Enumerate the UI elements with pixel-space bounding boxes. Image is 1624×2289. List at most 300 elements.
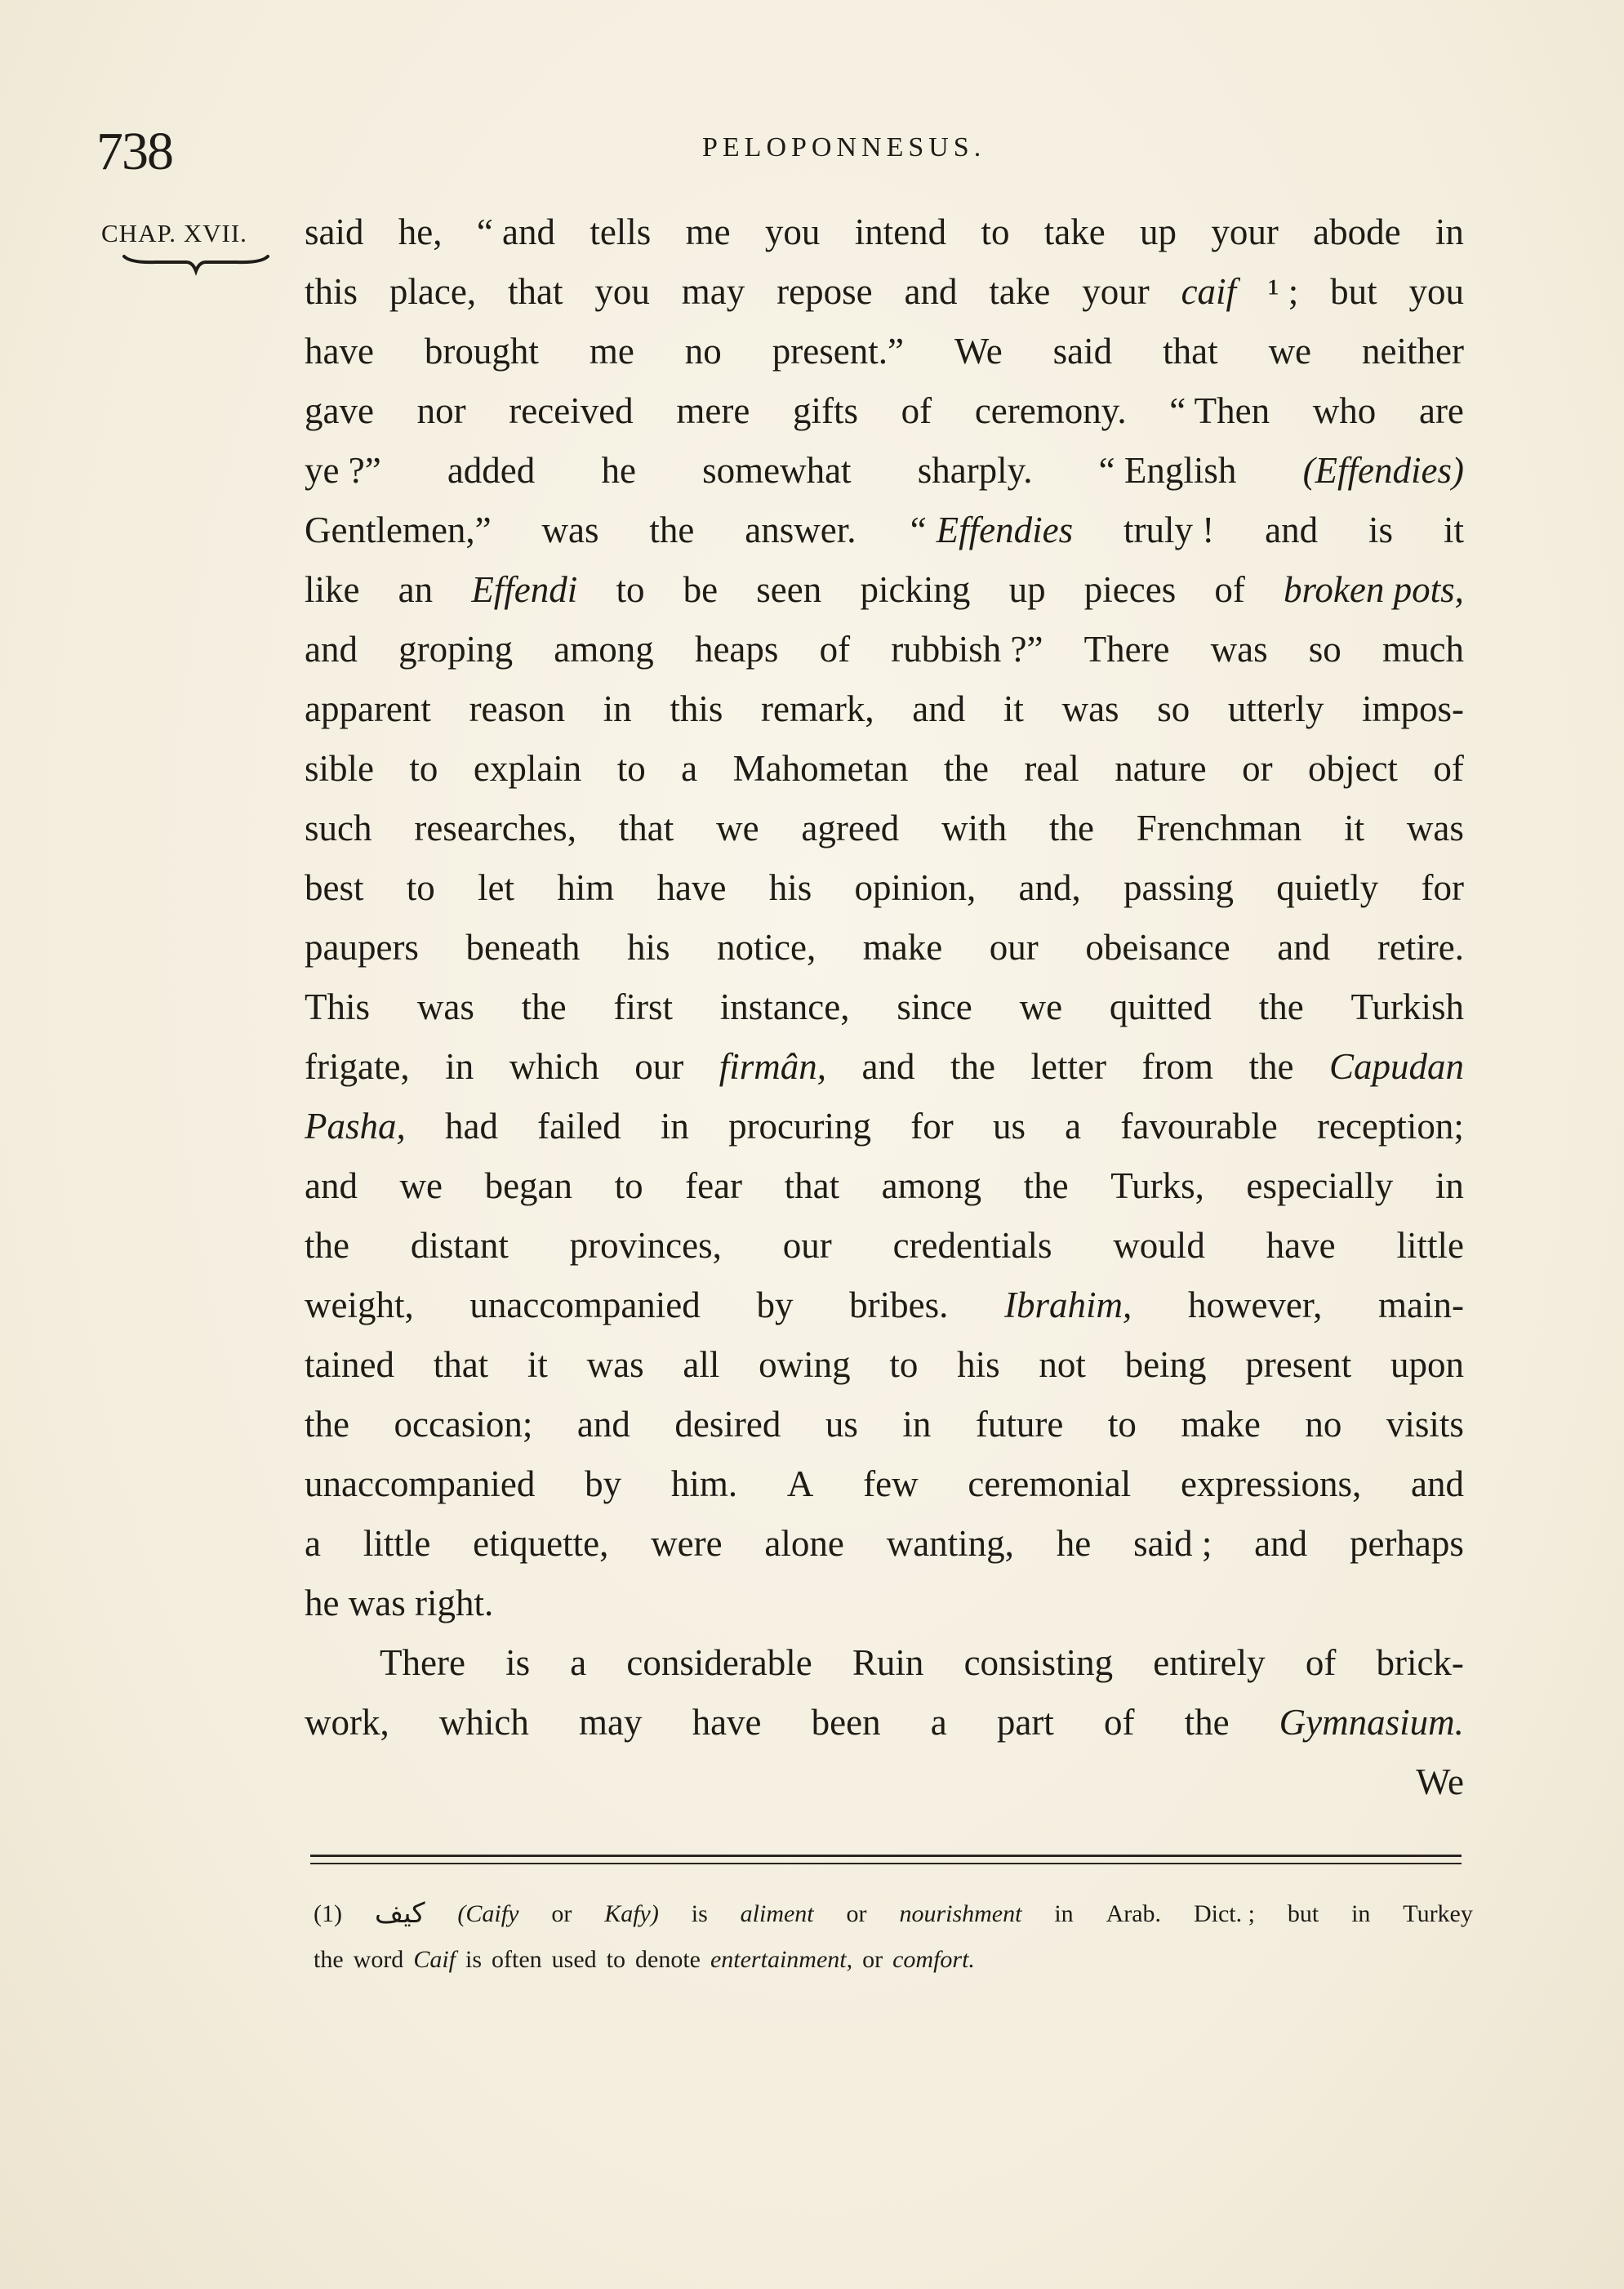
word: it [1344,808,1365,848]
text-line [305,1693,1464,1752]
word: neither [1362,331,1464,372]
word: unaccompanied [305,1463,536,1504]
word: this [670,688,723,729]
word: first [613,986,673,1027]
text-line [305,441,1464,501]
word: or [1242,748,1273,789]
word: abode [1313,212,1401,252]
word: among [881,1165,982,1206]
word: retire. [1377,927,1464,968]
word: however, [1187,1285,1323,1325]
word: Pasha, [305,1106,406,1147]
word: agreed [801,808,900,848]
word: paupers [305,927,419,968]
word: failed [537,1106,621,1147]
word: in [1435,1165,1464,1206]
word: had [444,1106,498,1147]
word: our [989,927,1039,968]
word: and [1265,510,1319,550]
text-line [305,1633,1464,1693]
word: little [1396,1225,1464,1266]
word: sharply. [917,450,1033,491]
word: and [576,1404,630,1445]
word: so [1308,629,1341,670]
word: me [685,212,731,252]
word: or [551,1900,572,1927]
word: part [996,1702,1054,1743]
word: our [634,1046,684,1087]
word: to [889,1344,919,1385]
word: apparent [305,688,431,729]
word: beneath [465,927,581,968]
word: the [950,1046,995,1087]
word: your [1211,212,1279,252]
word: and [1277,927,1331,968]
word: tained [305,1344,394,1385]
word: frigate, [305,1046,410,1087]
word: object [1307,748,1398,789]
word: may [578,1702,643,1743]
word: have [305,331,374,372]
word: etiquette, [473,1523,609,1564]
word: best [305,867,364,908]
word: a [1065,1106,1082,1147]
word: This [305,986,371,1027]
word: our [782,1225,832,1266]
word: was [1210,629,1268,670]
word: Capudan [1328,1046,1464,1087]
word: especially [1246,1165,1394,1206]
word: nature [1115,748,1207,789]
word: Frenchman [1136,808,1302,848]
word: expressions, [1181,1463,1362,1504]
word: like [305,569,360,610]
word: is [691,1900,708,1927]
word: unaccompanied [469,1285,701,1325]
word: quietly [1276,867,1379,908]
word: intend [854,212,947,252]
word: in [1351,1900,1371,1927]
word: utterly [1227,688,1324,729]
text-line [305,203,1464,262]
word: repose [776,271,873,312]
word: you [1408,271,1464,312]
word: for [1421,867,1464,908]
word: he [1056,1523,1092,1564]
word: you [594,271,650,312]
word: fear [685,1165,743,1206]
word: was [541,510,599,550]
word: word [353,1946,404,1973]
word: since [897,986,972,1027]
word: “ Then [1169,390,1270,431]
word: no [684,331,722,372]
word: upon [1390,1344,1464,1385]
word: with [941,808,1008,848]
word: make [1181,1404,1261,1445]
word: to [606,1946,625,1973]
word: ceremony. [974,390,1127,431]
word: in [902,1404,932,1445]
brace-ornament-icon [122,252,269,276]
word: it [1003,688,1024,729]
word: brick- [1376,1642,1464,1683]
word: may [681,271,745,312]
word: and [1254,1523,1308,1564]
word: in [445,1046,474,1087]
word: being [1124,1344,1207,1385]
word: which [438,1702,529,1743]
word: groping [398,629,514,670]
word: “ Effendies [906,510,1074,550]
word: few [863,1463,919,1504]
word: little [363,1523,431,1564]
word: and, [1018,867,1081,908]
word: not [1039,1344,1086,1385]
footnote-rule [310,1855,1462,1857]
word: (Caify [457,1900,519,1927]
text-line [305,560,1464,620]
word: We [1416,1761,1464,1802]
word: Arab. [1106,1900,1162,1927]
word: said ; [1133,1523,1212,1564]
word: the [1184,1702,1230,1743]
word: but [1287,1900,1319,1927]
word: and [861,1046,915,1087]
word: of [1305,1642,1337,1683]
chapter-marginal-label: CHAP. XVII. [101,219,247,247]
word: procuring [728,1106,872,1147]
footnote-line [314,1891,1473,1937]
word: the [1023,1165,1069,1206]
word: was [1061,688,1119,729]
word: distant [410,1225,509,1266]
word: so [1157,688,1190,729]
text-line [305,620,1464,679]
text-line [305,262,1464,322]
word: who [1312,390,1377,431]
word: mere [676,390,750,431]
word: said [305,212,364,252]
word: up [1140,212,1177,252]
word: that [507,271,563,312]
word: nor [416,390,466,431]
word: seen [756,569,822,610]
text-line [305,739,1464,799]
word: to [614,1165,643,1206]
word: we [1268,331,1312,372]
word: in [660,1106,689,1147]
word: brought [424,331,539,372]
page-number: 738 [96,122,172,181]
word: it [1443,510,1464,550]
word: place, [389,271,477,312]
word: among [554,629,654,670]
word: heaps [694,629,779,670]
footnote [314,1891,1473,1983]
word: of [819,629,851,670]
word: visits [1386,1404,1464,1445]
word: of [1433,748,1464,789]
word: such [305,808,372,848]
word: perhaps [1349,1523,1464,1564]
word: me [589,331,634,372]
word: his [957,1344,1000,1385]
word: denote [635,1946,701,1973]
word: by [585,1463,622,1504]
word: We [954,331,1003,372]
word: no [1305,1404,1342,1445]
word: reason [469,688,566,729]
word: been [811,1702,881,1743]
word: “ English [1098,450,1237,491]
text-line [305,1454,1464,1514]
word: you [764,212,821,252]
word: and [904,271,958,312]
word: researches, [414,808,576,848]
word: your [1082,271,1150,312]
word: consisting [963,1642,1114,1683]
word: aliment [740,1900,814,1927]
text-line [305,1097,1464,1156]
word: us [825,1404,858,1445]
word: caif [1181,271,1237,312]
word: received [509,390,634,431]
word: wanting, [886,1523,1014,1564]
word: weight, [305,1285,414,1325]
word: is [465,1946,483,1973]
word: favourable [1120,1106,1278,1147]
word: we [1019,986,1063,1027]
running-title: PELOPONNESUS. [702,132,986,163]
word: Mahometan [732,748,909,789]
text-line [305,1395,1464,1454]
word: or [846,1900,867,1927]
word: he, [398,212,443,252]
word: Gymnasium. [1279,1702,1464,1743]
word: desired [674,1404,781,1445]
word: of [1103,1702,1135,1743]
word: him. [670,1463,738,1504]
word: There [1083,629,1170,670]
word: was [1406,808,1464,848]
word: all [683,1344,720,1385]
word: answer. [745,510,856,550]
word: explain [473,748,582,789]
word: provinces, [569,1225,722,1266]
word: from [1141,1046,1213,1087]
word: a [681,748,698,789]
text-line [305,322,1464,381]
word: in [1054,1900,1074,1927]
word: Gentlemen,” [305,510,492,550]
word: the [305,1404,349,1445]
word: up [1008,569,1046,610]
word: (Effendies) [1302,450,1464,491]
word: credentials [892,1225,1052,1266]
word: remark, [760,688,874,729]
word: that [618,808,674,848]
word: by [756,1285,794,1325]
word: have [1266,1225,1336,1266]
word: Kafy) [604,1900,659,1927]
word: he was right. [305,1583,494,1623]
word: have [692,1702,762,1743]
word: in [603,688,632,729]
word: quitted [1109,986,1212,1027]
word: tells [590,212,652,252]
footnote-line [314,1937,1473,1983]
word: rubbish ?” [891,629,1043,670]
word: occasion; [394,1404,533,1445]
word: reception; [1317,1106,1464,1147]
text-line [305,501,1464,560]
word: considerable [626,1642,812,1683]
word: the [1048,808,1094,848]
body-text [305,203,1464,1812]
word: Caif [413,1946,456,1973]
word: was [416,986,474,1027]
word: and [1410,1463,1464,1504]
arabic-word: كيف [374,1899,425,1929]
word: much [1382,629,1464,670]
word: to [981,212,1010,252]
word: Turkish [1350,986,1464,1027]
word: he [601,450,636,491]
word: of [901,390,932,431]
word: and [912,688,966,729]
word: used [551,1946,597,1973]
word: to [406,867,435,908]
word: truly ! [1123,510,1215,550]
word: to [616,748,646,789]
word: ¹ ; [1267,271,1299,312]
word: Ibrahim, [1004,1285,1132,1325]
word: that [433,1344,489,1385]
word: but [1330,271,1377,312]
word: ye ?” [305,450,381,491]
word: were [651,1523,723,1564]
text-line [305,918,1464,978]
text-line [305,1276,1464,1335]
word: (1) [314,1900,342,1927]
word: are [1418,390,1464,431]
word: There [380,1642,465,1683]
word: often [492,1946,542,1973]
word: Turkey [1403,1900,1473,1927]
word: let [478,867,514,908]
text-line [305,679,1464,739]
word: was [586,1344,644,1385]
word: entirely [1153,1642,1266,1683]
text-line [305,1216,1464,1276]
word: the [943,748,989,789]
word: the [521,986,567,1027]
word: we [716,808,759,848]
word: added [447,450,536,491]
word: a [570,1642,587,1683]
word: future [975,1404,1064,1445]
text-line [305,978,1464,1037]
word: pieces [1083,569,1177,610]
word: owing [759,1344,851,1385]
word: said [1052,331,1113,372]
word: bribes. [849,1285,949,1325]
word: and [305,1165,358,1206]
word: this [305,271,358,312]
text-line [305,1335,1464,1395]
word: be [683,569,719,610]
word: to [616,569,645,610]
word: impos- [1361,688,1464,729]
word: for [910,1106,954,1147]
word: comfort. [892,1946,975,1973]
word: opinion, [854,867,977,908]
word: is [1368,510,1394,550]
word: would [1113,1225,1205,1266]
word: Turks, [1110,1165,1204,1206]
word: picking [860,569,971,610]
word: began [484,1165,573,1206]
word: his [626,927,670,968]
text-line [305,858,1464,918]
word: somewhat [702,450,852,491]
word: sible [305,748,374,789]
word: alone [764,1523,844,1564]
text-line [305,1156,1464,1216]
word: Effendi [471,569,578,610]
footnote-rule-thin [310,1863,1462,1864]
word: us [992,1106,1026,1147]
word: the [314,1946,344,1973]
word: obeisance [1085,927,1230,968]
word: real [1024,748,1079,789]
word: “ and [476,212,556,252]
word: him [557,867,615,908]
word: Ruin [852,1642,924,1683]
word: work, [305,1702,389,1743]
word: nourishment [899,1900,1022,1927]
word: in [1435,212,1464,252]
word: make [862,927,943,968]
word: is [505,1642,531,1683]
word: instance, [719,986,850,1027]
text-line [305,381,1464,441]
word: Dict. ; [1193,1900,1255,1927]
word: that [1163,331,1218,372]
word: present.” [772,331,904,372]
word: that [784,1165,840,1206]
word: his [768,867,812,908]
word: we [399,1165,443,1206]
word: to [409,748,438,789]
word: gifts [792,390,858,431]
text-line [305,1574,1464,1633]
word: the [1258,986,1304,1027]
word: the [1248,1046,1294,1087]
text-line [305,1514,1464,1574]
text-line [305,1752,1464,1812]
word: main- [1378,1285,1464,1325]
word: and [305,629,358,670]
word: a [305,1523,321,1564]
word: which [509,1046,599,1087]
word: A [786,1463,814,1504]
word: firmân, [719,1046,826,1087]
word: take [989,271,1051,312]
text-line [305,799,1464,858]
word: of [1214,569,1245,610]
